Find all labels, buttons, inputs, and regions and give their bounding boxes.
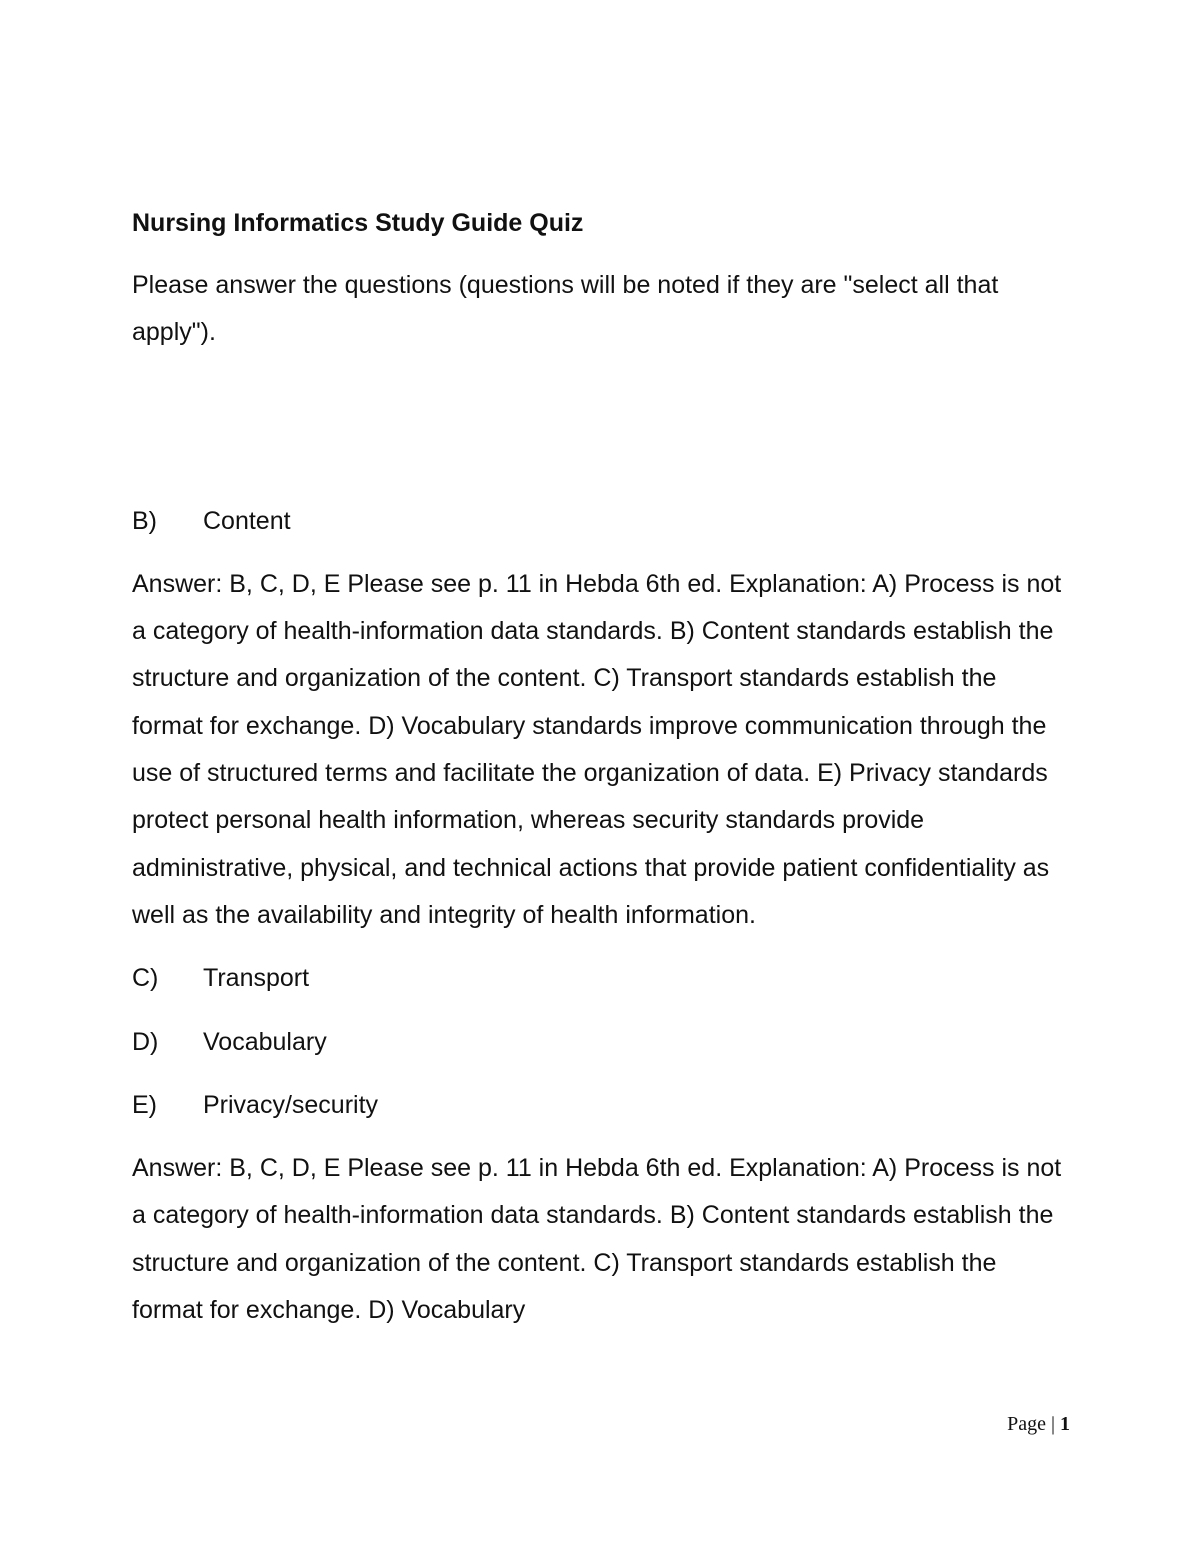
option-letter: E) xyxy=(132,1090,157,1119)
option-c xyxy=(132,955,1062,1002)
option-text: Transport xyxy=(203,964,310,993)
option-b xyxy=(132,498,1062,545)
option-d xyxy=(132,1019,1062,1066)
option-text: Vocabulary xyxy=(203,1027,327,1056)
document-body xyxy=(132,200,1062,1350)
option-text: Privacy/security xyxy=(203,1090,379,1119)
option-text: Content xyxy=(203,506,291,535)
option-letter: C) xyxy=(132,964,159,993)
answer-explanation-2: Answer: B, C, D, E Please see p. 11 in Hebda 6th ed. Explanation: A) Process is not a category of health-information data standards. B) Content standards establish the structure and organization of the content. C) Transport standards establish the format for exchange. D) Vocabulary xyxy=(132,1154,1062,1325)
page-number: 1 xyxy=(1060,1413,1070,1435)
instructions-paragraph: Please answer the questions (questions will be noted if they are "select all that apply"). xyxy=(132,271,999,347)
answer-explanation-1: Answer: B, C, D, E Please see p. 11 in Hebda 6th ed. Explanation: A) Process is not a category of health-information data standards. B) Content standards establish the structure and organization of the content. C) Transport standards establish the format for exchange. D) Vocabulary standards improve communication through the use of structured terms and facilitate the organization of data. E) Privacy standards protect personal health information, whereas security standards provide administrative, physical, and technical actions that provide patient confidentiality as well as the availability and integrity of health information. xyxy=(132,569,1062,929)
option-letter: D) xyxy=(132,1027,159,1056)
document-title: Nursing Informatics Study Guide Quiz xyxy=(132,209,584,237)
page-label: Page | xyxy=(1007,1413,1060,1435)
option-e xyxy=(132,1082,1062,1129)
option-letter: B) xyxy=(132,506,157,535)
page-footer xyxy=(1007,1409,1070,1439)
